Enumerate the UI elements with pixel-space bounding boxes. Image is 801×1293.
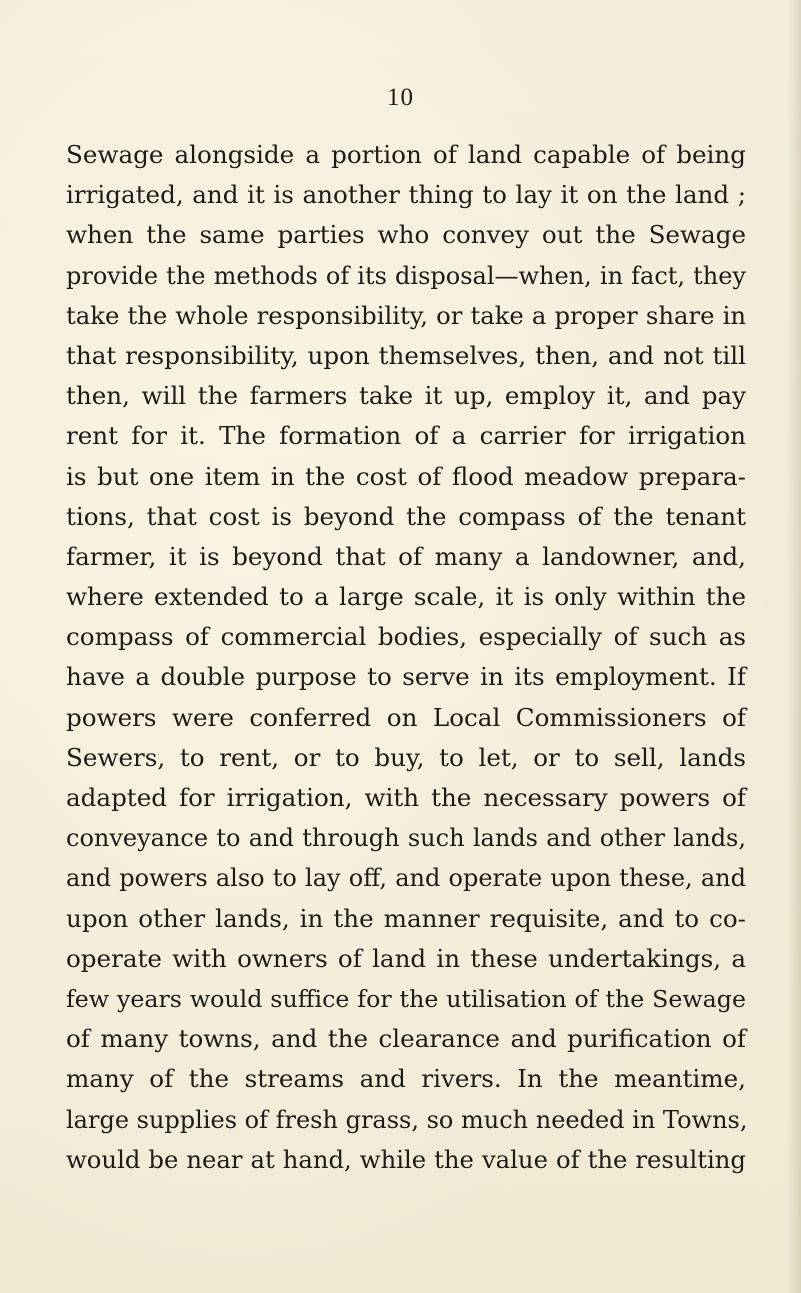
text-line: rent for it. The formation of a carrier for irrigation [66,421,746,451]
body-text [66,135,746,1180]
text-line: many of the streams and rivers. In the meantime, [66,1064,746,1094]
text-line: where extended to a large scale, it is only within the [66,582,746,612]
text-line: would be near at hand, while the value of the resulting [66,1144,746,1174]
text-line: adapted for irrigation, with the necessary powers of [66,783,746,812]
text-line: upon other lands, in the manner requisite, and to co- [66,903,746,933]
text-line: Sewage alongside a portion of land capable of being [66,140,746,169]
text-line: of many towns, and the clearance and purification of [66,1024,746,1054]
text-line: tions, that cost is beyond the compass of the tenant [66,501,746,531]
text-line: that responsibility, upon themselves, then, and not till [66,340,746,370]
text-line: few years would suffice for the utilisation of the Sewage [66,984,746,1013]
text-line: powers were conferred on Local Commissioners of [66,702,746,732]
text-line: provide the methods of its disposal—when, in fact, they [66,261,746,290]
text-line: irrigated, and it is another thing to lay it on the land ; [66,180,746,210]
text-line: large supplies of fresh grass, so much needed in Towns, [66,1105,748,1134]
page-number: 10 [387,84,414,111]
text-line: is but one item in the cost of flood meadow prepara- [66,461,746,491]
text-line: take the whole responsibility, or take a proper share in [66,300,746,330]
text-line: farmer, it is beyond that of many a landowner, and, [66,541,746,571]
text-line: operate with owners of land in these undertakings, a [66,943,746,973]
text-line: have a double purpose to serve in its employment. If [66,662,746,692]
text-line: then, will the farmers take it up, employ it, and pay [66,381,746,411]
text-line: compass of commercial bodies, especially of such as [66,622,746,652]
text-line: when the same parties who convey out the Sewage [66,220,746,250]
text-line: and powers also to lay off, and operate upon these, and [66,864,746,893]
page-edge-shadow [787,0,801,1293]
text-line: conveyance to and through such lands and other lands, [66,824,746,853]
text-line: Sewers, to rent, or to buy, to let, or to sell, lands [66,742,746,772]
